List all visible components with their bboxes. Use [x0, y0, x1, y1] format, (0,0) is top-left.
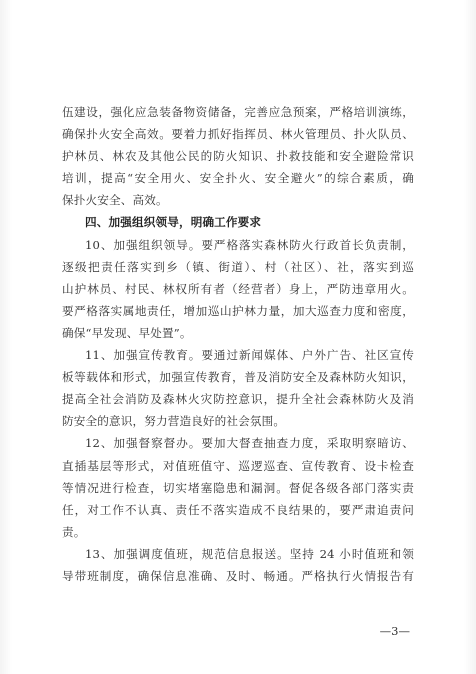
section-heading: 四、加强组织领导，明确工作要求 — [85, 215, 262, 230]
text-line: 逐级把责任落实到乡（镇、街道）、村（社区）、社，落实到巡 — [62, 259, 414, 274]
page-number: —3— — [379, 624, 410, 638]
text-line: 直插基层等形式，对值班值守、巡逻巡查、宣传教育、设卡检查 — [62, 458, 414, 473]
text-line: 山护林员、村民、林权所有者（经营者）身上，严防违章用火。 — [62, 281, 414, 296]
text-line: 培训，提高“安全用火、安全扑火、安全避火”的综合素质，确 — [62, 171, 414, 186]
text-line: 防安全的意识，努力营造良好的社会氛围。 — [62, 414, 286, 429]
paragraph-first-line: 13、加强调度值班，规范信息报送。坚持 24 小时值班和领 — [85, 546, 414, 561]
text-line: 伍建设，强化应急装备物资储备，完善应急预案，严格培训演练， — [62, 105, 414, 119]
paragraph-first-line: 12、加强督察督办。要加大督查抽查力度，采取明察暗访、 — [85, 436, 414, 451]
paragraph-first-line: 11、加强宣传教育。要通过新闻媒体、户外广告、社区宣传 — [85, 348, 414, 363]
text-line: 确保“早发现、早处置”。 — [62, 325, 192, 340]
document-body — [62, 101, 414, 587]
text-line: 等情况进行检查，切实堵塞隐患和漏洞。督促各级各部门落实责 — [62, 480, 414, 495]
text-line: 确保扑火安全高效。要着力抓好指挥员、林火管理员、扑火队员、 — [62, 127, 414, 142]
paragraph-first-line: 10、加强组织领导。要严格落实森林防火行政首长负责制， — [85, 237, 414, 252]
text-line: 保扑火安全、高效。 — [62, 193, 168, 208]
text-line: 板等载体和形式，加强宣传教育，普及消防安全及森林防火知识， — [62, 370, 414, 385]
text-line: 任，对工作不认真、责任不落实造成不良结果的，要严肃追责问 — [62, 502, 414, 517]
text-line: 护林员、林农及其他公民的防火知识、扑救技能和安全避险常识 — [62, 149, 414, 164]
text-line: 要严格落实属地责任，增加巡山护林力量，加大巡查力度和密度， — [62, 303, 414, 318]
text-line: 责。 — [62, 524, 86, 539]
text-line: 提高全社会消防及森林火灾防控意识，提升全社会森林防火及消 — [62, 392, 414, 407]
text-line: 导带班制度，确保信息准确、及时、畅通。严格执行火情报告有 — [62, 568, 414, 583]
